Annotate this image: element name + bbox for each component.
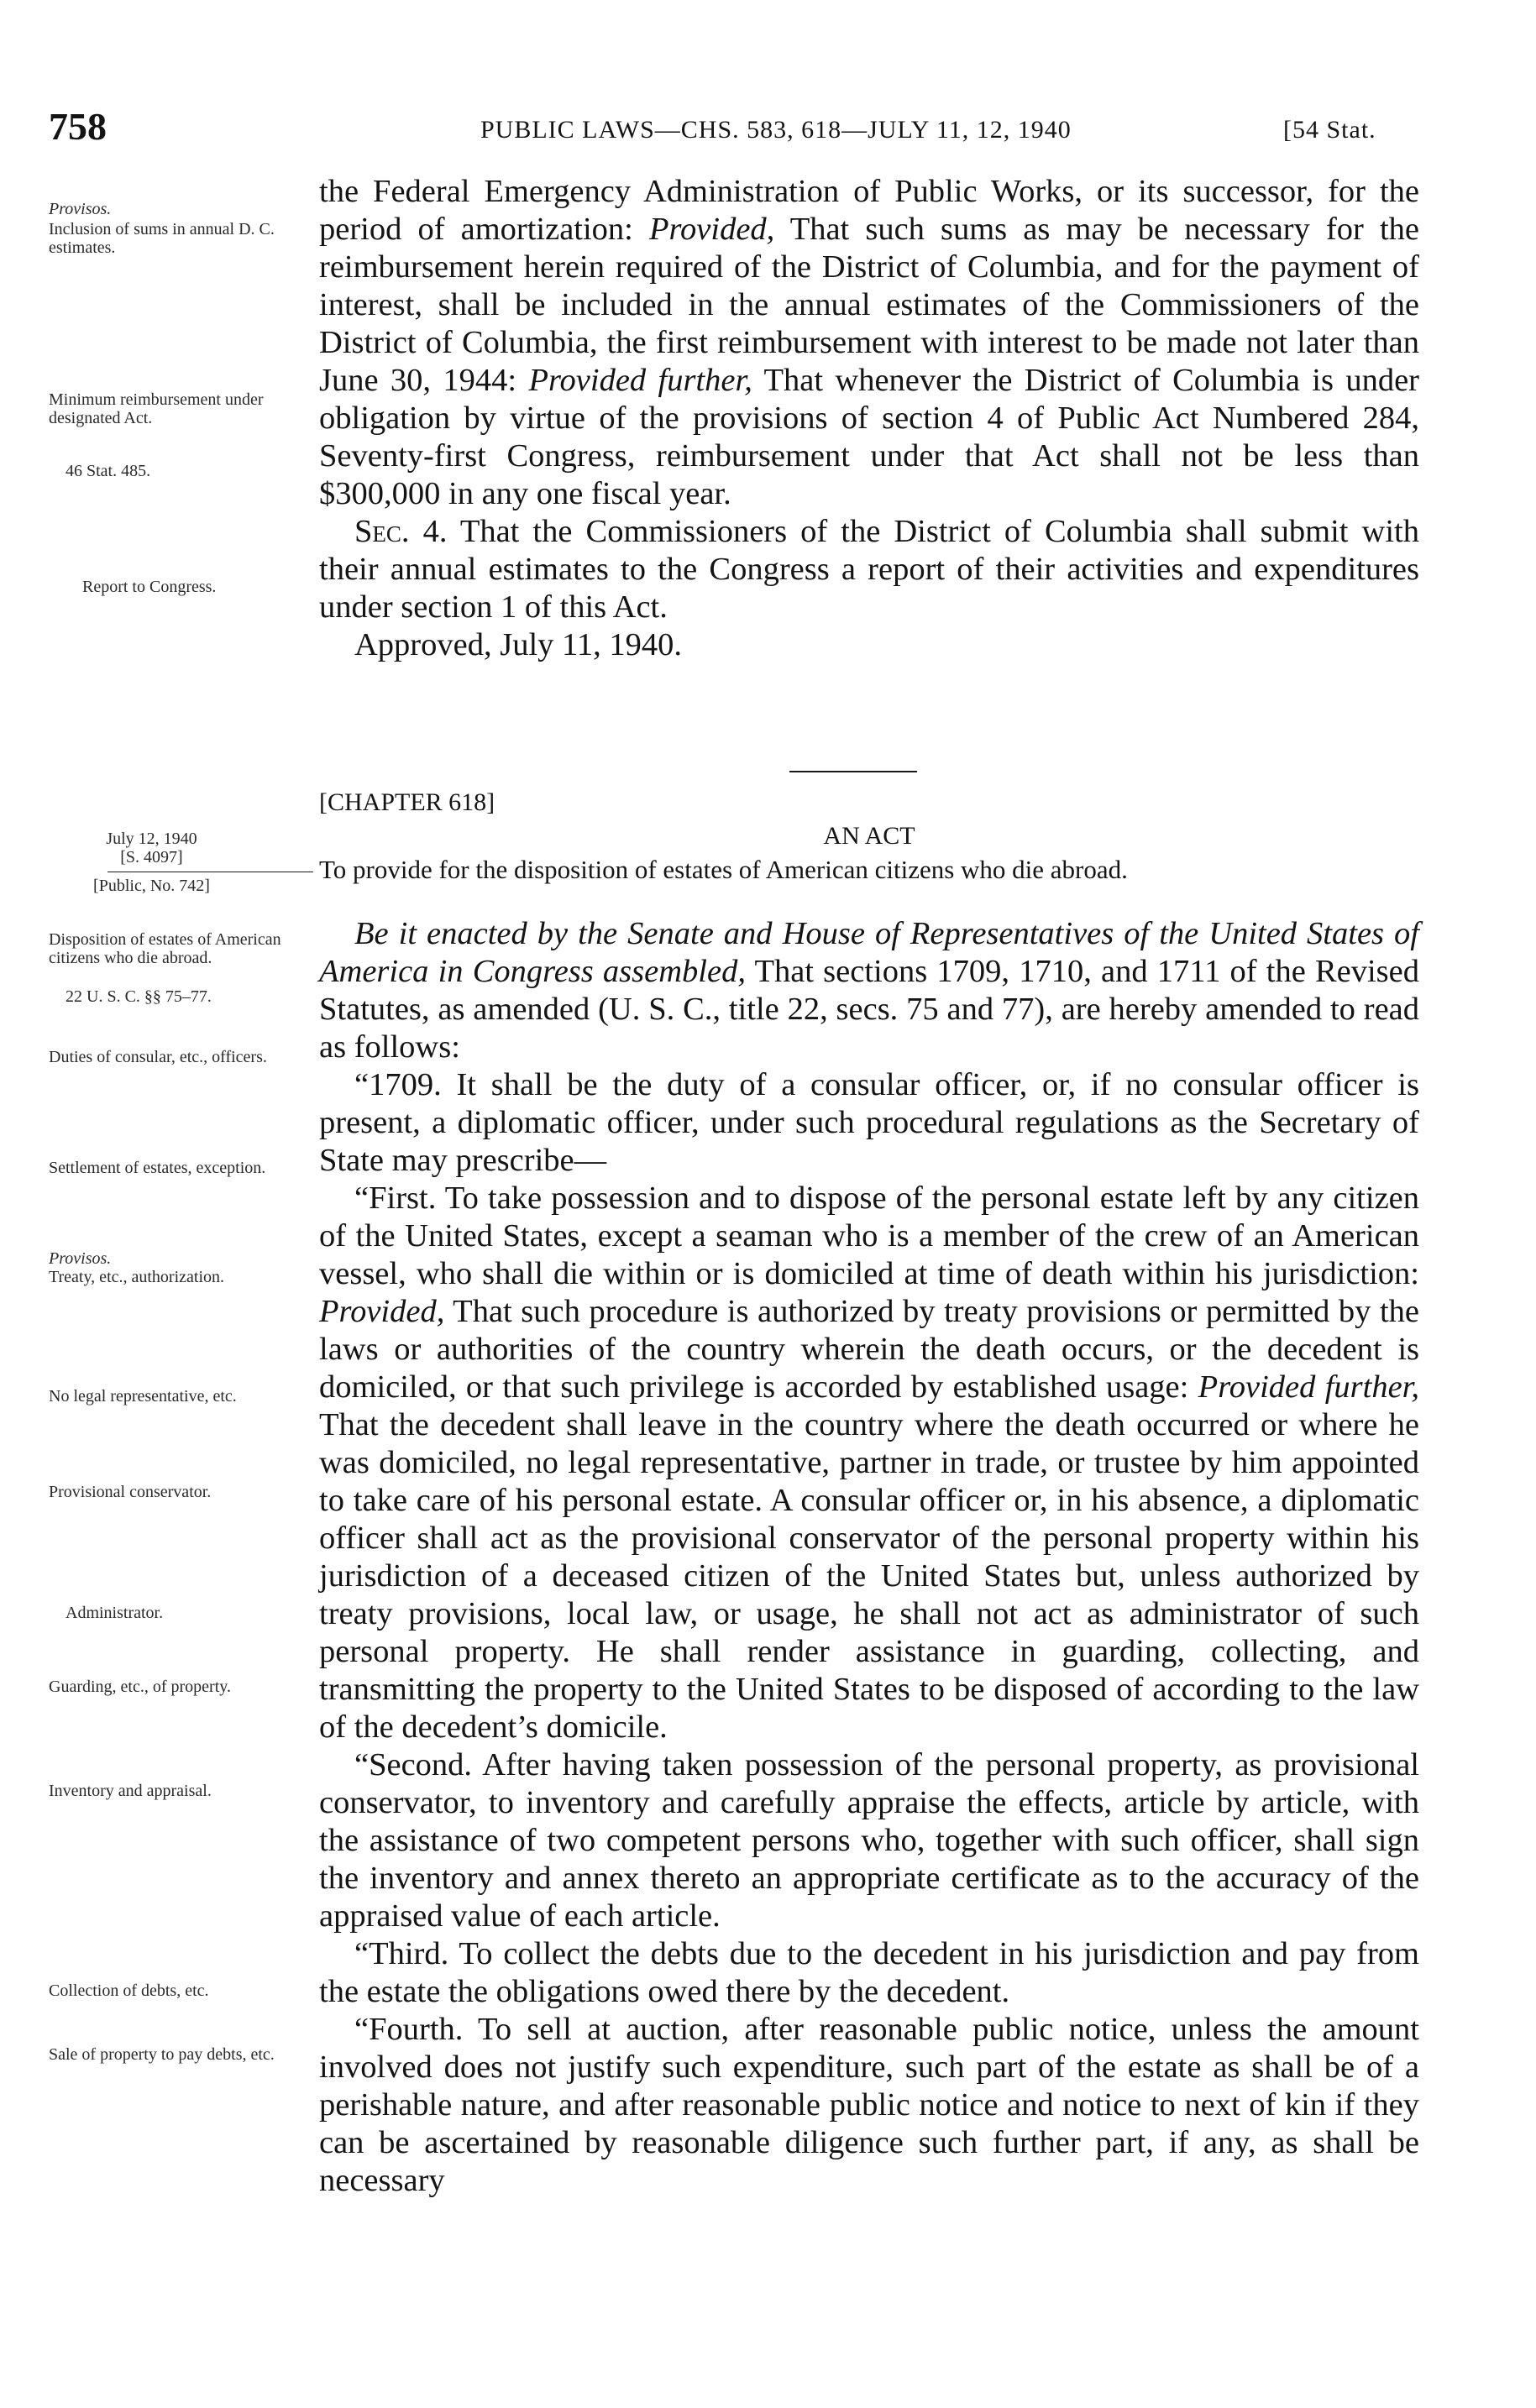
margin-note-collection: Collection of debts, etc. — [49, 1981, 209, 2000]
enacting-clause: Be it enacted by the Senate and House of Representatives of the United States of America in Congress assembled, That sections 1709, 1710, and 1711 of the Revised Statutes, as amended (U. S. C., title 22, secs. 75 and 77), are hereby amended to read as follows: — [319, 916, 1419, 1065]
margin-note-minimum: Minimum reimbursement under designated Act. — [49, 390, 264, 427]
act-purpose: To provide for the disposition of estates of American citizens who die abroad. — [319, 855, 1128, 884]
page-number: 758 — [49, 105, 107, 148]
margin-note-public-no: [Public, No. 742] — [93, 877, 210, 895]
chapter-618-heading — [319, 786, 1419, 887]
margin-note-report: Report to Congress. — [82, 578, 217, 596]
margin-note-bill: [S. 4097] — [120, 848, 183, 866]
volume-reference: [54 Stat. — [1283, 116, 1376, 144]
margin-note-date: July 12, 1940 — [106, 830, 197, 848]
margin-note-inventory: Inventory and appraisal. — [49, 1782, 212, 1800]
margin-note-sale: Sale of property to pay debts, etc. — [49, 2045, 275, 2064]
chapter-583-text — [319, 173, 1419, 664]
margin-note-provisional: Provisional conservator. — [49, 1483, 212, 1501]
margin-note-administrator: Administrator. — [66, 1604, 164, 1622]
section-1709: “1709. It shall be the duty of a consular officer, or, if no consular officer is present, a diplomatic officer, under such procedural regulations as the Secretary of State may prescribe— — [319, 1067, 1419, 1178]
paragraph-sec-4: Sec. 4. That the Commissioners of the District of Columbia shall submit with their annual estimates to the Congress a report of their activities and expenditures under section 1 of this Act. — [319, 514, 1419, 625]
paragraph-reimbursement: the Federal Emergency Administration of Public Works, or its successor, for the period of amortization: Provided, That such sums as may be necessary for the reimbursement herein required of the District of Columbia, and for the payment of interest, shall be included in the annual estimates of the Commissioners of the District of Columbia, the first reimbursement with interest to be made not later than June 30, 1944: Provided further, That whenever the District of Columbia is under obligation by virtue of the provisions of section 4 of Public Act Numbered 284, Seventy-first Congress, reimbursement under that Act shall not be less than $300,000 in any one fiscal year. — [319, 174, 1419, 511]
running-head-title: PUBLIC LAWS—CHS. 583, 618—JULY 11, 12, 1940 — [480, 116, 1072, 144]
margin-note-no-legal: No legal representative, etc. — [49, 1387, 237, 1406]
paragraph-fourth: “Fourth. To sell at auction, after reasonable public notice, unless the amount involved does not justify such expenditure, such part of the estate as shall be of a perishable nature, and after reasonable public notice and notice to next of kin if they can be ascertained by reasonable diligence such further part, if any, as shall be necessary — [319, 2012, 1419, 2198]
margin-note-provisos: Provisos. — [49, 200, 112, 218]
margin-note-provisos-2: Provisos. — [49, 1249, 112, 1268]
paragraph-second: “Second. After having taken possession of the personal property, as provisional conservator, to inventory and carefully appraise the effects, article by article, with the assistance of two competent persons who, together with such officer, shall sign the inventory and annex thereto an appropriate certificate as to the accuracy of the appraised value of each article. — [319, 1747, 1419, 1934]
paragraph-first: “First. To take possession and to dispose of the personal estate left by any citizen of the United States, except a seaman who is a member of the crew of an American vessel, who shall die within or is domiciled at time of death within his jurisdiction: Provided, That such procedure is authorized by treaty provisions or permitted by the laws or authorities of the country wherein the death occurs, or the decedent is domiciled, or that such privilege is accorded by established usage: Provided further, That the decedent shall leave in the country where the death occurred or where he was domiciled, no legal representative, partner in trade, or trustee by him appointed to take care of his personal estate. A consular officer or, in his absence, a diplomatic officer shall act as the provisional conservator of the personal property within his jurisdiction of a deceased citizen of the United States but, unless authorized by treaty provisions, local law, or usage, he shall not act as administrator of such personal property. He shall render assistance in guarding, collecting, and transmitting the property to the United States to be disposed of according to the law of the decedent’s domicile. — [319, 1180, 1420, 1745]
chapter-label: [CHAPTER 618] — [319, 788, 495, 816]
running-header — [0, 107, 1536, 158]
section-divider — [789, 771, 917, 772]
margin-note-duties: Duties of consular, etc., officers. — [49, 1048, 267, 1066]
margin-note-treaty: Treaty, etc., authorization. — [49, 1268, 225, 1286]
paragraph-third: “Third. To collect the debts due to the decedent in his jurisdiction and pay from the estate the obligations owed there by the decedent. — [319, 1936, 1419, 2009]
margin-note-usc: 22 U. S. C. §§ 75–77. — [66, 987, 212, 1006]
margin-note-stat-ref: 46 Stat. 485. — [66, 462, 151, 480]
margin-note-settlement: Settlement of estates, exception. — [49, 1159, 266, 1177]
margin-note-guarding: Guarding, etc., of property. — [49, 1678, 231, 1696]
approved-line: Approved, July 11, 1940. — [354, 627, 682, 662]
margin-note-inclusion: Inclusion of sums in annual D. C. estimates. — [49, 220, 275, 257]
chapter-618-text — [319, 915, 1419, 2200]
margin-note-disposition: Disposition of estates of American citizens who die abroad. — [49, 930, 281, 967]
act-title: AN ACT — [823, 822, 915, 850]
